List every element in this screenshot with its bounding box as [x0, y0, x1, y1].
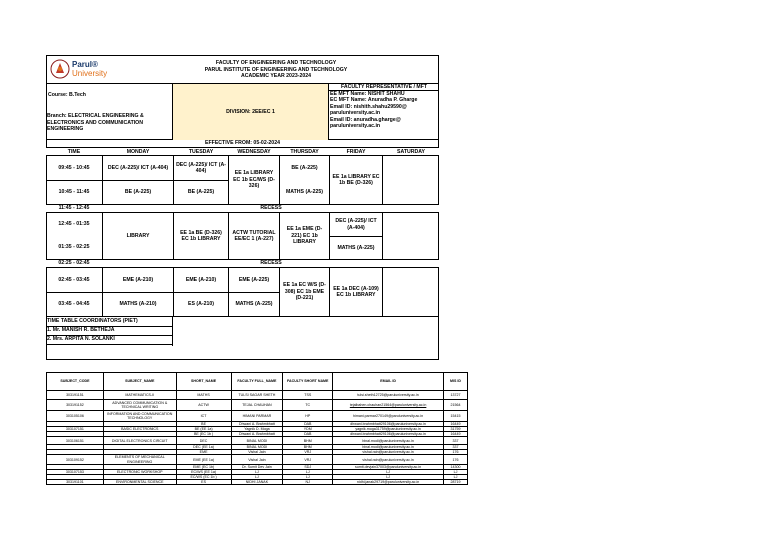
coordinators — [46, 318, 172, 346]
academic-year: ACADEMIC YEAR 2023-2024 — [241, 73, 311, 80]
logo-name: Parul® — [72, 60, 98, 69]
mon-slot-1: DEC (A-225)/ ICT (A-404) — [107, 164, 169, 171]
tue-slot-2: BE (A-225) — [187, 189, 215, 196]
table-cell: LJ — [231, 469, 283, 474]
saturday-header: SATURDAY — [397, 148, 425, 155]
tue-slot-34: EE 1a BE (D-326) EC 1b LIBRARY — [180, 229, 222, 242]
institute-title: PARUL INSTITUTE OF ENGINEERING AND TECHNOLOGY — [204, 66, 348, 73]
table-cell: BE (EC 1b ) — [176, 432, 231, 437]
table-cell: BINAL MODI — [231, 445, 283, 450]
table-cell[interactable]: tejalbahen.chauhan21564@paruluniversity.ac.in — [333, 400, 444, 411]
table-cell: 14300 — [444, 464, 468, 469]
col-subject-name: SUBJECT_NAME — [103, 373, 176, 391]
header-titles — [146, 59, 406, 81]
table-cell: TEJAL CHAUHAN — [231, 400, 283, 411]
table-cell: BE — [176, 422, 231, 427]
table-cell: BHM — [283, 437, 333, 445]
table-cell: 176 — [444, 450, 468, 455]
time-slot-7: 02:45 - 03:45 — [58, 276, 90, 283]
table-cell: 303191152 — [47, 400, 104, 411]
wednesday-header: WEDNESDAY — [237, 148, 271, 155]
table-row — [47, 437, 468, 445]
table-cell[interactable]: nidhi.janak29719@paruluniversity.ac.in — [333, 479, 444, 484]
table-cell: ENVIRONMENTAL SCIENCE — [103, 479, 176, 484]
ee-mft-name: EE MFT Name: NISHIT SHAHU — [330, 91, 405, 97]
university-logo — [50, 58, 134, 82]
table-cell: EME — [176, 450, 231, 455]
table-cell[interactable]: tulsi.sheth12725@paruluniversity.ac.in — [333, 391, 444, 400]
table-cell: EME (EE 1a) — [176, 455, 231, 464]
table-cell: TC — [283, 400, 333, 411]
table-cell: 303191151 — [47, 391, 104, 400]
table-cell: TSS — [283, 391, 333, 400]
time-slot-2: 10:45 - 11:45 — [46, 180, 102, 204]
table-cell[interactable]: sumit.devjain37003@paruluniversity.ac.in — [333, 464, 444, 469]
table-cell: ES — [176, 479, 231, 484]
effective-date: EFFECTIVE FROM: 05-02-2024 — [46, 140, 439, 148]
mon-library: LIBRARY — [126, 232, 150, 239]
day-header-row — [46, 148, 439, 156]
mon-slot-6: MATHS (A-210) — [119, 301, 157, 308]
faculty-title: FACULTY OF ENGINEERING AND TECHNOLOGY — [215, 60, 337, 67]
table-cell: 303191101 — [47, 479, 104, 484]
table-cell: DAB — [283, 432, 333, 437]
thu-slot-34: EE 1a EME (D-221) EC 1b LIBRARY — [286, 226, 323, 246]
table-cell: Dhwani A. Brahmbhatt — [231, 432, 283, 437]
time-slot-6: 02:25 - 02:45 — [46, 260, 102, 267]
table-cell: 16449 — [444, 422, 468, 427]
table-cell: 28719 — [444, 479, 468, 484]
table-cell[interactable]: binal.modi@paruluniversity.ac.in — [333, 445, 444, 450]
tue-slot-6: ES (A-210) — [188, 301, 214, 308]
representative-details — [330, 91, 438, 140]
division-label: DIVISION: 2EE/EC 1 — [172, 84, 329, 140]
thu-slot-1: BE (A-225) — [291, 164, 318, 171]
table-cell[interactable]: vishal.rain@paruluniversity.ac.in — [333, 455, 444, 464]
table-cell: ELECTRONIC WORKSHOP — [103, 469, 176, 474]
table-cell[interactable]: yagnik.moga31759@paruluniversity.ac.in — [333, 427, 444, 432]
time-header: TIME — [67, 148, 81, 155]
tue-slot-5: EME (A-210) — [185, 276, 217, 283]
table-cell: ELEMENTS OF MECHANICAL ENGINEERING — [103, 455, 176, 464]
table-cell: Dhwani A. Brahmbhatt — [231, 422, 283, 427]
col-faculty-name: FACULTY FULL_NAME — [231, 373, 283, 391]
table-cell: 337 — [444, 445, 468, 450]
table-cell: DEC (EE 1a) — [176, 445, 231, 450]
info-block — [46, 84, 439, 140]
table-cell: VRJ — [283, 455, 333, 464]
time-slot-4: 12:45 - 01:35 — [58, 221, 90, 228]
table-cell: BINAL MODI — [231, 437, 283, 445]
table-cell: LJ — [333, 469, 444, 474]
tue-slot-1: DEC (A-225)/ ICT (A-404) — [176, 161, 226, 174]
fri-slot-4: MATHS (A-225) — [337, 244, 375, 251]
table-cell: 303107153 — [47, 469, 104, 474]
table-cell: 303106151 — [47, 437, 104, 445]
table-cell: HIMANI PARMAR — [231, 411, 283, 422]
table-cell: INFORMATION AND COMMUNICATION TECHNOLOGY — [103, 411, 176, 422]
time-slot-3: 11:45 - 12:45 — [46, 205, 102, 212]
tuesday-header: TUESDAY — [188, 148, 214, 155]
coordinator-2: 2. Mrs. ARPITA N. SOLANKI — [46, 336, 172, 345]
ec-mft-name: EC MFT Name: Anuradha P. Gharge — [330, 97, 418, 104]
coordinator-1: 1. Mr. MANISH R. BETHEJA — [46, 327, 172, 336]
ec-mft-email: Email ID: anuradha.gharge@ paruluniversity.ac.in — [330, 116, 401, 130]
table-cell: 31759 — [444, 427, 468, 432]
table-cell: VRJ — [283, 450, 333, 455]
table-cell: 176 — [444, 455, 468, 464]
thu-slot-2: MATHS (A-225) — [285, 188, 324, 195]
table-cell[interactable]: vishal.rain@paruluniversity.ac.in — [333, 450, 444, 455]
logo-university: University — [72, 69, 108, 78]
wed-slot-12: EE 1a LIBRARY EC 1b EC/WS (D-326) — [233, 170, 275, 190]
subject-table-header — [47, 373, 468, 391]
table-cell: Yagnik D. Moga — [231, 427, 283, 432]
table-cell[interactable]: dhwani.brahmbhatt29106@paruluniversity.ac.in — [333, 422, 444, 427]
table-cell: YDM — [283, 427, 333, 432]
thu-slot-56: EE 1a EC W/S (D-308) EC 1b EME (D-221) — [283, 282, 326, 302]
table-cell: LJ — [444, 469, 468, 474]
table-cell: MATHEMATICS-II — [103, 391, 176, 400]
table-cell[interactable]: dhwani.brahmbhatt29106@paruluniversity.ac.in — [333, 432, 444, 437]
table-cell: LJ — [283, 474, 333, 479]
table-cell: ACTW — [176, 400, 231, 411]
logo-emblem-icon — [50, 59, 70, 79]
table-cell: DIGITAL ELECTRONICS CIRCUIT — [103, 437, 176, 445]
table-cell: LJ — [283, 469, 333, 474]
table-cell[interactable]: himani.parmar270149@paruluniversity.ac.in — [333, 411, 444, 422]
table-cell: SDJ — [283, 464, 333, 469]
time-slot-1: 09:45 - 10:45 — [58, 164, 90, 171]
table-cell: LJ — [231, 474, 283, 479]
time-slot-8: 03:45 - 04:45 — [46, 292, 102, 316]
table-cell: ADVANCED COMMUNICATION & TECHNICAL WRITING — [103, 400, 176, 411]
representative-title: FACULTY REPRESENTATIVE / MFT — [329, 84, 439, 91]
recess-1: RECESS — [103, 205, 439, 212]
table-cell: ICT — [176, 411, 231, 422]
col-mis-id: MIS ID — [444, 373, 468, 391]
table-cell: EME (EC 1b) — [176, 464, 231, 469]
col-subject-code: SUBJECT_CODE — [47, 373, 104, 391]
course-label: Course: B.Tech — [48, 91, 86, 98]
table-row — [47, 479, 468, 484]
table-cell: Vishal Jain — [231, 450, 283, 455]
wed-slot-34: ACTW TUTORIAL EE/EC 1 (A-227) — [232, 229, 276, 242]
table-cell: DEC — [176, 437, 231, 445]
time-slot-5: 01:35 - 02:25 — [58, 244, 90, 251]
mon-slot-2: BE (A-225) — [124, 189, 152, 196]
table-cell: NJ — [283, 479, 333, 484]
subject-table — [46, 372, 468, 485]
table-row — [47, 455, 468, 464]
friday-header: FRIDAY — [346, 148, 366, 155]
recess-2: RECESS — [103, 260, 439, 267]
fri-slot-3: DEC (A-225)/ ICT (A-404) — [335, 218, 377, 231]
table-cell: 15415 — [444, 411, 468, 422]
mon-slot-5: EME (A-210) — [122, 276, 154, 283]
table-cell: BASIC ELECTRONICS — [103, 427, 176, 432]
table-cell: LJ — [444, 474, 468, 479]
coordinators-title: TIME TABLE COORDINATORS (PIET) — [46, 318, 172, 327]
thursday-header: THURSDAY — [290, 148, 319, 155]
table-cell: BE (EE 1a) — [176, 427, 231, 432]
table-cell: 13727 — [444, 391, 468, 400]
table-cell: HP — [283, 411, 333, 422]
col-email: EMAIL ID — [333, 373, 444, 391]
table-cell: BHM — [283, 445, 333, 450]
table-cell: 337 — [444, 437, 468, 445]
wed-slot-5: EME (A-225) — [238, 276, 270, 283]
table-cell: 21564 — [444, 400, 468, 411]
ee-mft-email: Email ID: nishith.shahu29590@ paruluniversity.ac.in — [330, 103, 407, 117]
table-row — [47, 400, 468, 411]
table-cell: EC/WS (EC 1b ) — [176, 474, 231, 479]
table-cell: LJ — [333, 474, 444, 479]
col-faculty-short: FACULTY SHORT NAME — [283, 373, 333, 391]
wed-slot-6: MATHS (A-225) — [235, 301, 273, 308]
table-cell: 303109152 — [47, 455, 104, 464]
fri-slot-12: EE 1a LIBRARY EC 1b BE (D-326) — [332, 173, 380, 186]
table-cell: DAB — [283, 422, 333, 427]
table-cell: MATHS — [176, 391, 231, 400]
table-cell: Vishal Jain — [231, 455, 283, 464]
fri-slot-56: EE 1a DEC (A-109) EC 1b LIBRARY — [333, 285, 379, 298]
table-cell: 303105106 — [47, 411, 104, 422]
timetable-grid — [46, 148, 439, 316]
branch-label: Branch: ELECTRICAL ENGINEERING & ELECTRONICS AND COMMUNICATION ENGINEERING — [47, 113, 144, 133]
table-cell: NIDHI JANAK — [231, 479, 283, 484]
monday-header: MONDAY — [126, 148, 150, 155]
table-cell: Dr. Sumit Dev Jain — [231, 464, 283, 469]
table-row — [47, 411, 468, 422]
col-short-name: SHORT_NAME — [176, 373, 231, 391]
table-cell: EC/WS (EE 1a) — [176, 469, 231, 474]
table-cell: 303107151 — [47, 427, 104, 432]
header-row — [46, 55, 439, 84]
table-row — [47, 391, 468, 400]
table-cell: TULSI SAGAR SHETH — [231, 391, 283, 400]
table-cell: 16449 — [444, 432, 468, 437]
table-cell[interactable]: binal.modi@paruluniversity.ac.in — [333, 437, 444, 445]
